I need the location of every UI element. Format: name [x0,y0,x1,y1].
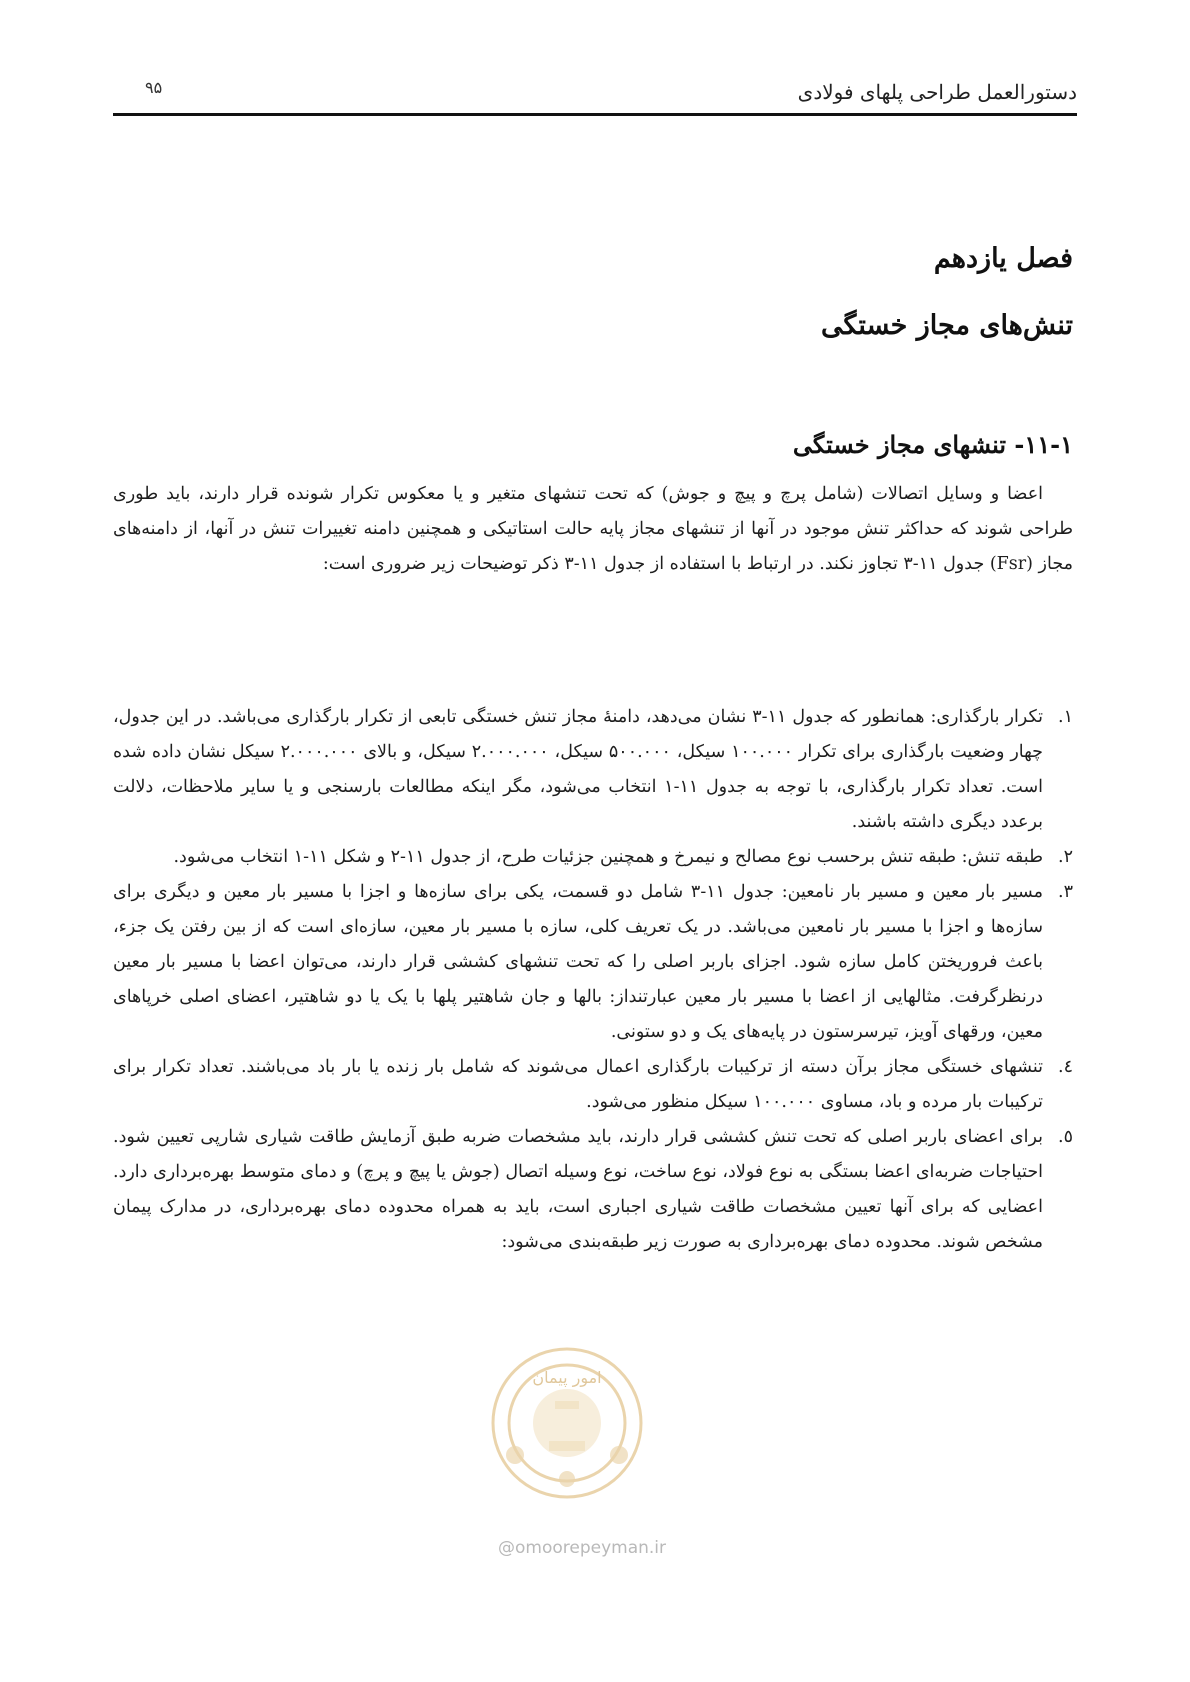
list-item [113,875,1073,1050]
running-header [113,72,1077,108]
list-item-number: ۱. [1058,707,1073,727]
watermark-logo-icon [487,1343,647,1503]
chapter-title: تنش‌های مجاز خستگی [821,310,1073,341]
section-heading: ۱۱-۱- تنشهای مجاز خستگی [792,430,1073,459]
watermark-site-text: omoorepeyman.ir [515,1538,667,1558]
list-item-number: ۳. [1058,882,1073,902]
list-item-text: تنشهای خستگی مجاز برآن دسته از ترکیبات بارگذاری اعمال می‌شوند که شامل بار زنده یا بار باد می‌باشند. تعداد تکرار برای ترکیبات بار مرده و باد، مساوی ۱۰۰.۰۰۰ سیکل منظور می‌شود. [113,1057,1043,1112]
chapter-label: فصل یازدهم [933,243,1073,274]
list-item-text: طبقه تنش: طبقه تنش برحسب نوع مصالح و نیمرخ و همچنین جزئیات طرح، از جدول ۱۱-۲ و شکل ۱۱-۱ انتخاب می‌شود. [173,847,1043,867]
list-item-text: مسیر بار معین و مسیر بار نامعین: جدول ۱۱-۳ شامل دو قسمت، یکی برای سازه‌ها و اجزا با مسیر بار معین و دیگری برای سازه‌ها و اجزا با مسیر بار نامعین می‌باشد. در یک تعریف کلی، سازه با مسیر بار معین، سازه‌ای است که از بین رفتن یک جزء، باعث فروریختن کامل سازه شود. اجزای باربر اصلی را که تحت تنشهای کششی قرار دارند، می‌توان اعضا با مسیر بار معین درنظرگرفت. مثالهایی از اعضا با مسیر بار معین عبارتنداز: بالها و جان شاهتیر پلها با یک یا دو شاهتیر، اعضای اصلی خرپاهای معین، ورقهای آویز، تیرسرستون در پایه‌های یک و دو ستونی. [113,882,1043,1042]
svg-text:امور پیمان: امور پیمان [532,1368,602,1387]
list-item-number: ٥. [1058,1127,1073,1147]
watermark-site [498,1538,666,1558]
list-item-number: ٤. [1058,1057,1073,1077]
list-item-number: ۲. [1058,847,1073,867]
numbered-list [113,700,1073,1260]
header-rule [113,113,1077,116]
list-item-text: برای اعضای باربر اصلی که تحت تنش کششی قرار دارند، باید مشخصات ضربه طبق آزمایش طاقت شیاری شارپی تعیین شود. احتیاجات ضربه‌ای اعضا بستگی به نوع فولاد، نوع ساخت، نوع وسیله اتصال (جوش یا پیچ و پرچ) و دمای متوسط بهره‌برداری دارد. اعضایی که برای آنها تعیین مشخصات طاقت شیاری اجباری است، باید به همراه محدوده دمای بهره‌برداری، در مدارک پیمان مشخص شوند. محدوده دمای بهره‌برداری به صورت زیر طبقه‌بندی می‌شود: [113,1127,1043,1252]
intro-paragraph: اعضا و وسایل اتصالات (شامل پرچ و پیچ و جوش) که تحت تنشهای متغیر و یا معکوس تکرار شونده قرار دارند، باید طوری طراحی شوند که حداکثر تنش موجود در آنها از تنشهای مجاز پایه حالت استاتیکی و همچنین دامنه تغییرات تنش در آنها، از دامنه‌های مجاز (Fsr) جدول ۱۱-۳ تجاوز نکند. در ارتباط با استفاده از جدول ۱۱-۳ ذکر توضیحات زیر ضروری است: [113,484,1073,574]
list-item-text: تکرار بارگذاری: همانطور که جدول ۱۱-۳ نشان می‌دهد، دامنهٔ مجاز تنش خستگی تابعی از تکرار بارگذاری می‌باشد. در این جدول، چهار وضعیت بارگذاری برای تکرار ۱۰۰.۰۰۰ سیکل، ۵۰۰.۰۰۰ سیکل، ۲.۰۰۰.۰۰۰ سیکل، و بالای ۲.۰۰۰.۰۰۰ سیکل نشان داده شده است. تعداد تکرار بارگذاری، با توجه به جدول ۱۱-۱ انتخاب می‌شود، مگر اینکه مطالعات بارسنجی و یا سایر ملاحظات، دلالت برعدد دیگری داشته باشند. [113,707,1043,832]
header-title: دستورالعمل طراحی پلهای فولادی [797,80,1077,104]
list-item [113,1120,1073,1260]
page-number: ۹۵ [145,78,163,97]
watermark-at-icon: @ [498,1538,515,1558]
list-item [113,1050,1073,1120]
list-item [113,700,1073,840]
list-item [113,840,1073,875]
